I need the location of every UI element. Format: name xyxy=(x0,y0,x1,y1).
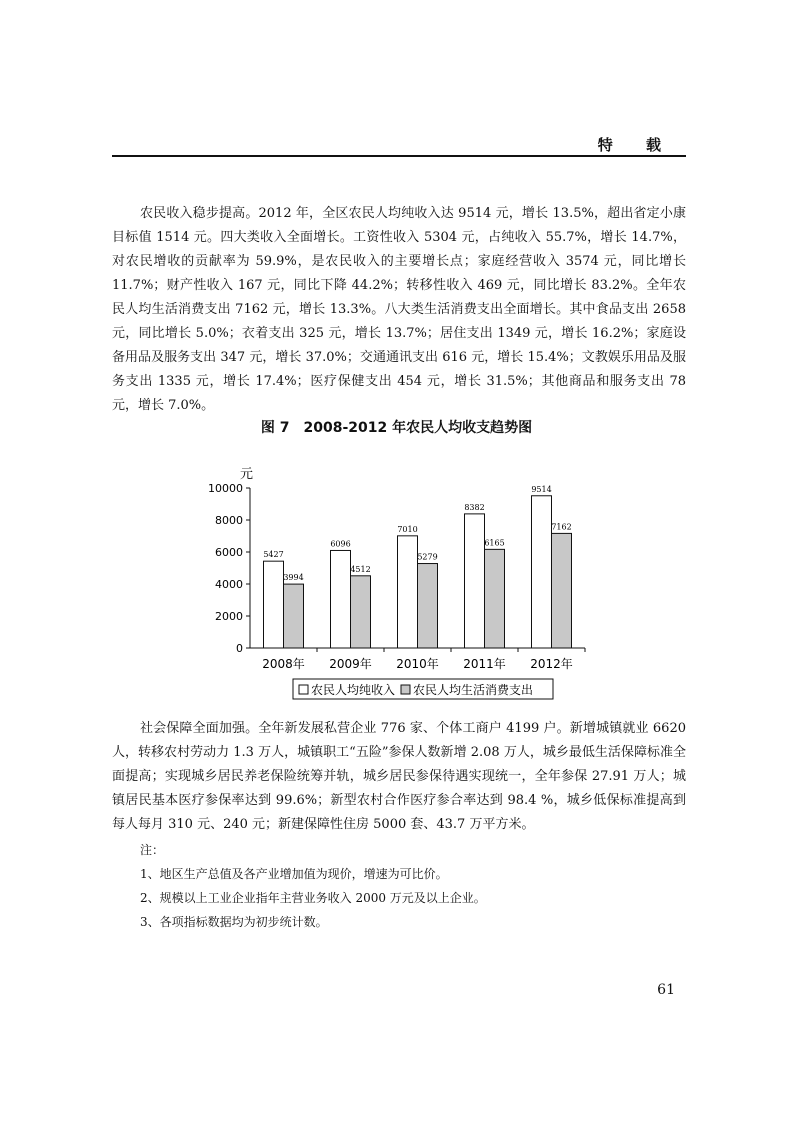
notes-block xyxy=(140,838,680,934)
bar-data-label: 4512 xyxy=(350,564,371,574)
bar-data-label: 3994 xyxy=(283,573,304,583)
legend-label: 农民人均生活消费支出 xyxy=(413,683,534,697)
header-rule xyxy=(112,155,686,157)
x-tick-label: 2008年 xyxy=(262,657,305,671)
notes-title: 注： xyxy=(140,843,165,857)
income-expense-chart xyxy=(0,460,793,710)
page-number: 61 xyxy=(657,982,675,998)
bar-income xyxy=(532,496,552,648)
bar-data-label: 9514 xyxy=(531,484,552,494)
legend-swatch xyxy=(299,685,308,694)
y-tick-label: 10000 xyxy=(208,482,243,495)
note-item-2: 2、规模以上工业企业指年主营业务收入 2000 万元及以上企业。 xyxy=(140,891,486,905)
y-tick-label: 2000 xyxy=(215,610,243,623)
bar-data-label: 7010 xyxy=(397,524,418,534)
y-tick-label: 6000 xyxy=(215,546,243,559)
bar-data-label: 7162 xyxy=(551,522,572,532)
bar-expense xyxy=(485,549,505,648)
x-tick-label: 2010年 xyxy=(396,657,439,671)
bar-data-label: 8382 xyxy=(464,502,485,512)
legend-label: 农民人均纯收入 xyxy=(311,683,396,697)
x-tick-label: 2011年 xyxy=(463,657,506,671)
paragraph-social-security: 社会保障全面加强。全年新发展私营企业 776 家、个体工商户 4199 户。新增城镇就业 6620 人，转移农村劳动力 1.3 万人，城镇职工“五险”参保人数新增 2.08 万人，城乡最低生活保障标准全面提高；实现城乡居民养老保险统筹并轨，城乡居民参保待遇实现统一，全年参保 27.91 万人；城镇居民基本医疗参保率达到 99.6%；新型农村合作医疗参合率达到 98.4 %，城乡低保标准提高到每人每月 310 元、240 元；新建保障性住房 5000 套、43.7 万平方米。 xyxy=(112,721,686,832)
x-tick-label: 2009年 xyxy=(329,657,372,671)
note-item-3: 3、各项指标数据均为初步统计数。 xyxy=(140,915,328,929)
bar-expense xyxy=(284,584,304,648)
bar-income xyxy=(331,550,351,648)
bar-expense xyxy=(418,564,438,648)
bar-expense xyxy=(552,533,572,648)
bar-data-label: 5427 xyxy=(263,550,284,560)
bar-expense xyxy=(351,576,371,648)
bar-data-label: 6165 xyxy=(484,538,505,548)
bar-income xyxy=(465,514,485,648)
paragraph-farmer-income: 农民收入稳步提高。2012 年，全区农民人均纯收入达 9514 元，增长 13.5%，超出省定小康目标值 1514 元。四大类收入全面增长。工资性收入 5304 元，占纯收入 55.7%，增长 14.7%，对农民增收的贡献率为 59.9%，是农民收入的主要增长点；家庭经营收入 3574 元，同比增长 11.7%；财产性收入 167 元，同比下降 44.2%；转移性收入 469 元，同比增长 83.2%。全年农民人均生活消费支出 7162 元，增长 13.3%。八大类生活消费支出全面增长。其中食品支出 2658 元，同比增长 5.0%；衣着支出 325 元，增长 13.7%；居住支出 1349 元，增长 16.2%；家庭设备用品及服务支出 347 元，增长 37.0%；交通通讯支出 616 元，增长 15.4%；文教娱乐用品及服务支出 1335 元，增长 17.4%；医疗保健支出 454 元，增长 31.5%；其他商品和服务支出 78 元，增长 7.0%。 xyxy=(112,206,686,413)
bar-data-label: 6096 xyxy=(330,539,351,549)
legend-swatch xyxy=(401,685,410,694)
bar-income xyxy=(398,536,418,648)
y-tick-label: 8000 xyxy=(215,514,243,527)
bar-data-label: 5279 xyxy=(417,552,438,562)
x-tick-label: 2012年 xyxy=(530,657,573,671)
bar-income xyxy=(264,561,284,648)
y-tick-label: 0 xyxy=(236,642,243,655)
y-tick-label: 4000 xyxy=(215,578,243,591)
chart-title: 图 7 2008-2012 年农民人均收支趋势图 xyxy=(260,420,533,436)
y-axis-label: 元 xyxy=(240,467,254,482)
note-item-1: 1、地区生产总值及各产业增加值为现价，增速为可比价。 xyxy=(140,867,448,881)
section-label: 特 载 xyxy=(597,136,675,154)
